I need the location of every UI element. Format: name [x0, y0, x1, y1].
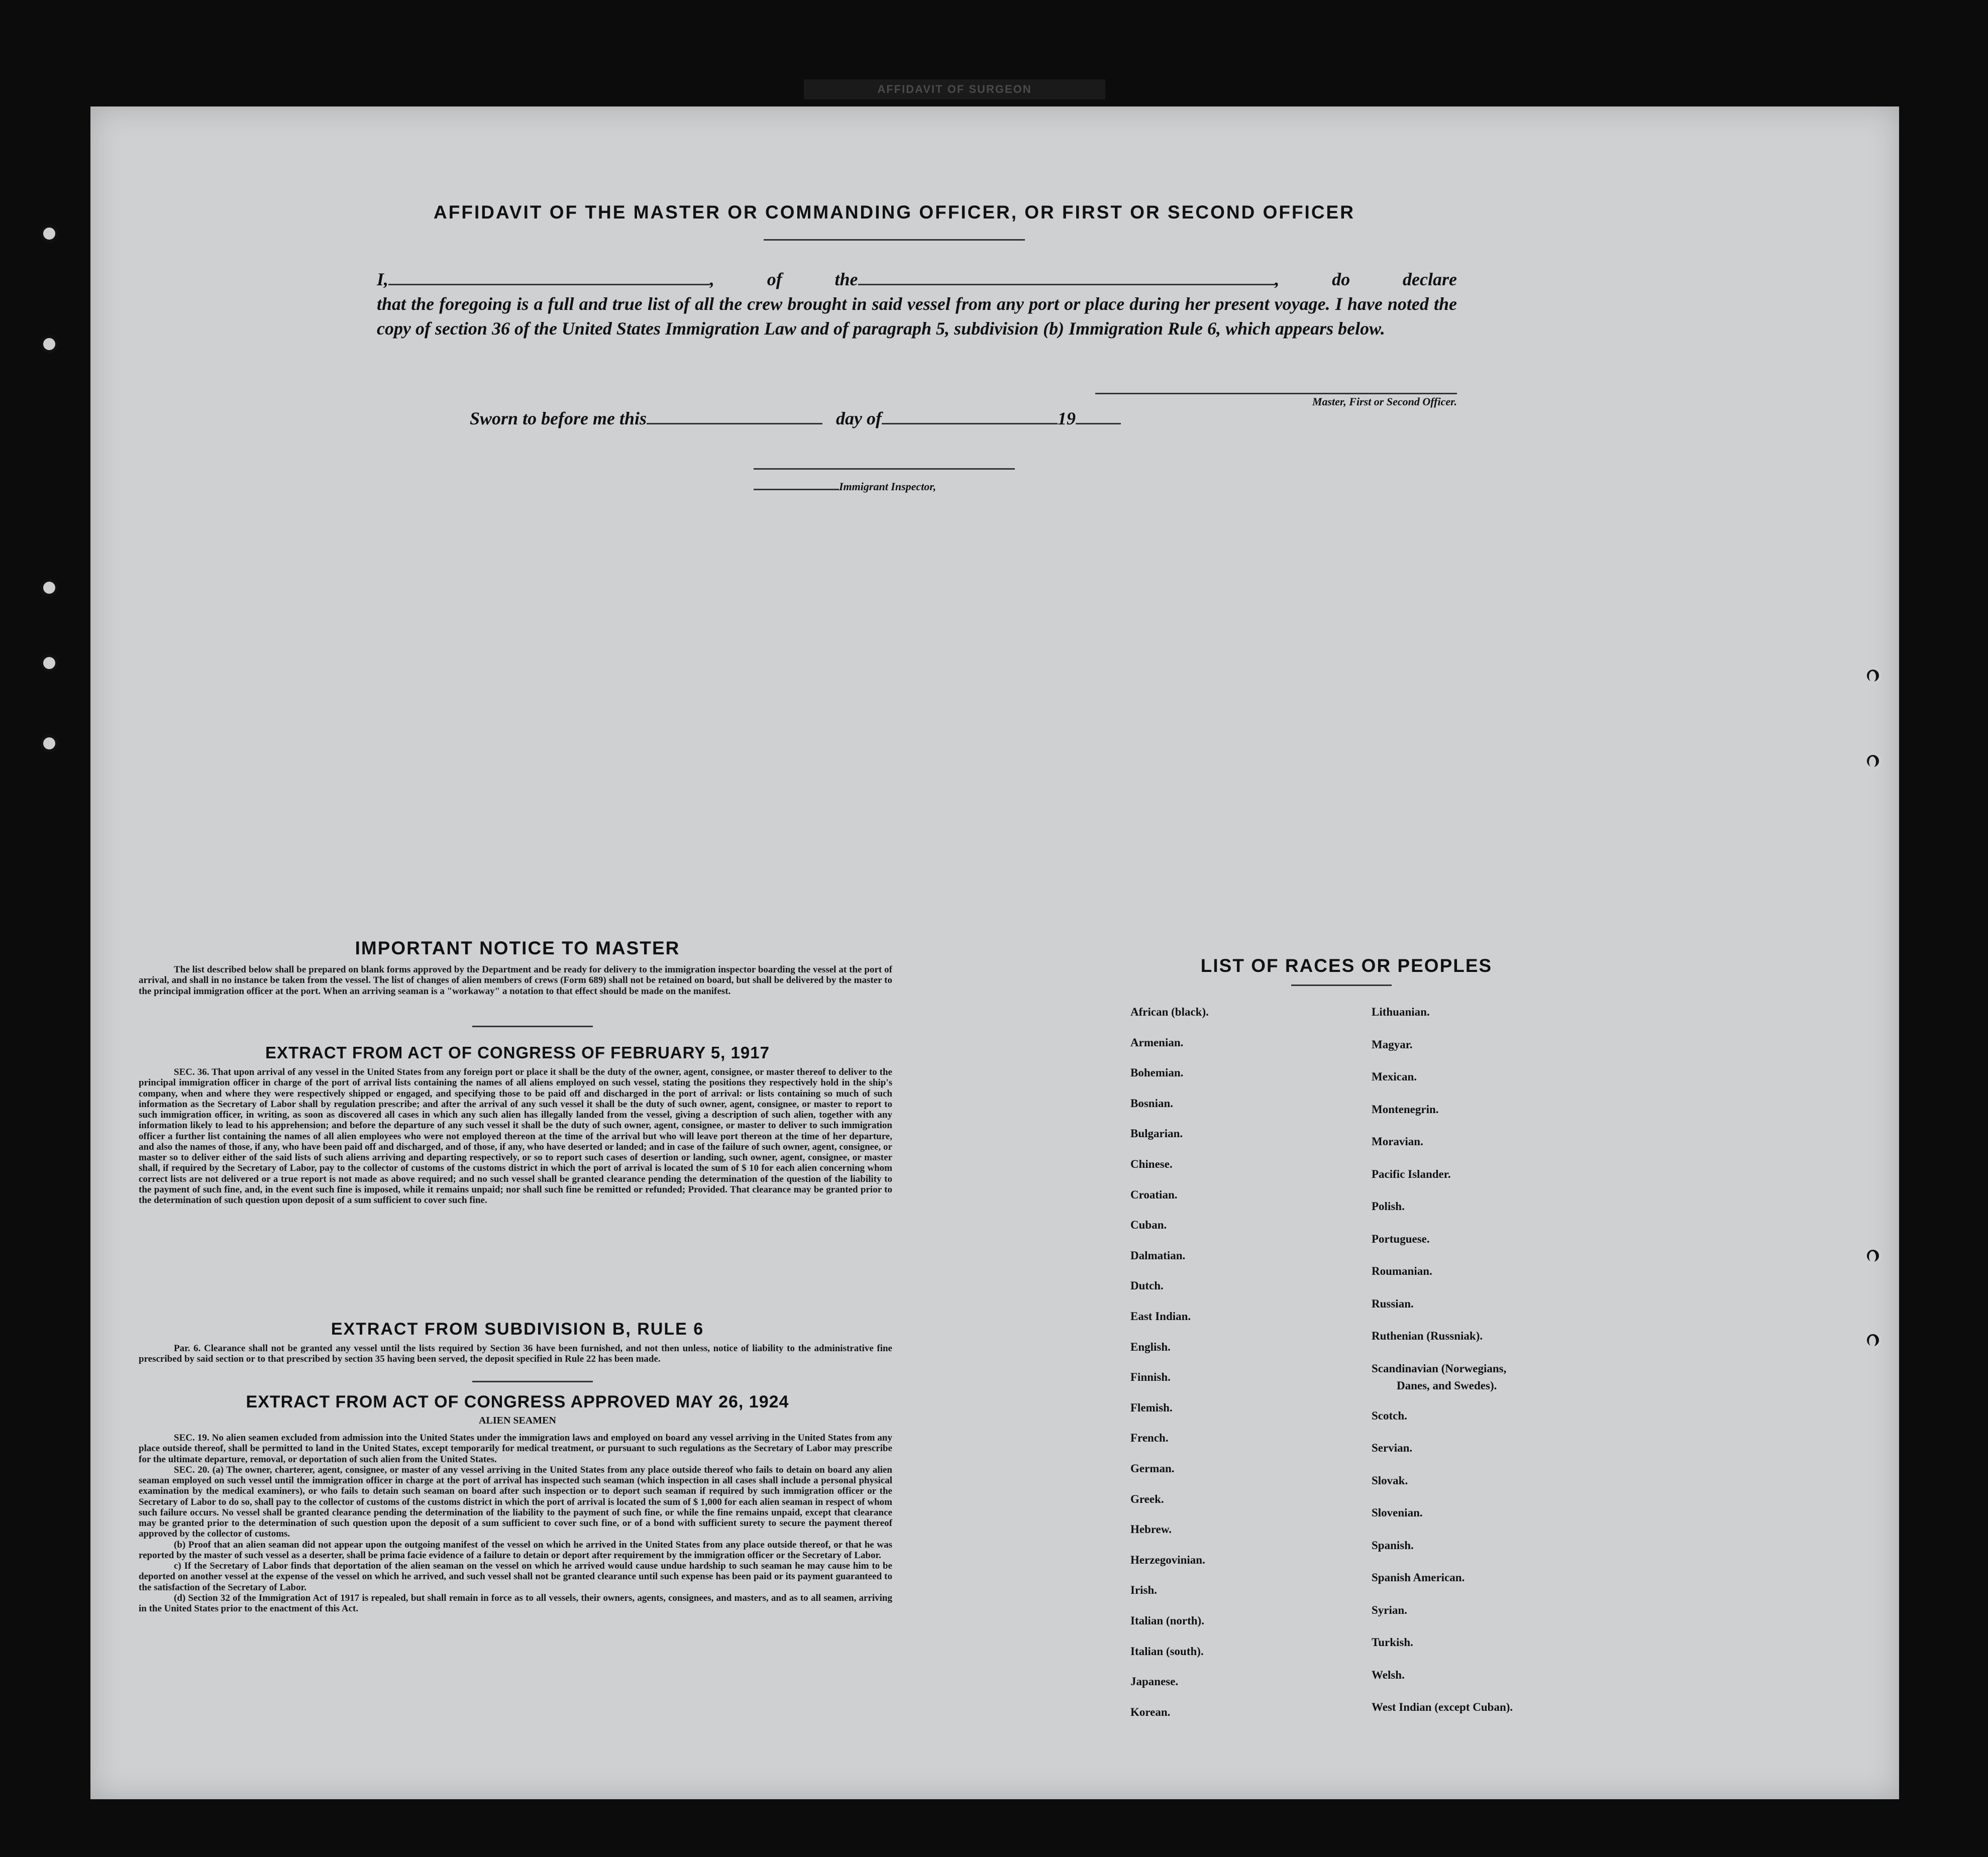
race-item: East Indian. — [1130, 1310, 1191, 1323]
race-item: Korean. — [1130, 1705, 1171, 1718]
month-blank — [882, 423, 1058, 424]
binder-hole-right — [1864, 752, 1882, 770]
binder-hole-left — [40, 654, 58, 672]
race-item: Lithuanian. — [1372, 1006, 1430, 1018]
declaration-body: that the foregoing is a full and true list of all the crew brought in said vessel from any port or place during her present voyage. I have noted the copy of section 36 of the United States Immigration Law and of paragraph 5, subdivision (b) Immigration Rule 6, which appears below. — [377, 293, 1457, 339]
race-item: African (black). — [1130, 1006, 1209, 1018]
binder-hole-right — [1864, 1331, 1882, 1349]
race-item: Polish. — [1372, 1200, 1405, 1213]
race-item: Cuban. — [1130, 1219, 1167, 1232]
sec19-paragraph: SEC. 19. No alien seamen excluded from admission into the United States under the immigration laws and employed on board any vessel arriving in the United States from any place outside thereof, shall be permitted to land in the United States, except temporarily for medical treatment, or pursuant to such regulations as the Secretary of Labor may prescribe for the ultimate departure, removal, or deportation of such alien from the United States. — [139, 1433, 892, 1465]
binder-hole-left — [40, 335, 58, 353]
inspector-blank — [754, 489, 839, 490]
inspector-label — [754, 480, 1015, 493]
race-item: Spanish. — [1372, 1539, 1414, 1552]
signature-line — [1095, 393, 1457, 394]
race-item: Dalmatian. — [1130, 1249, 1186, 1262]
inspector-line — [754, 468, 1015, 470]
race-item: Dutch. — [1130, 1279, 1164, 1292]
race-item: Bohemian. — [1130, 1066, 1184, 1079]
year-prefix: 19 — [1058, 408, 1076, 428]
inspector-label-text: Immigrant Inspector, — [839, 480, 936, 493]
race-item: German. — [1130, 1462, 1175, 1475]
top-caption: AFFIDAVIT OF SURGEON — [804, 79, 1105, 99]
notice-text — [139, 964, 892, 997]
race-item: Greek. — [1130, 1492, 1164, 1505]
extract-1924-title: EXTRACT FROM ACT OF CONGRESS APPROVED MAY 26, 1924 — [246, 1392, 789, 1411]
race-item: Magyar. — [1372, 1038, 1413, 1051]
notice-paragraph: The list described below shall be prepared on blank forms approved by the Department and be ready for delivery to the immigration inspector boarding the vessel at the port of arrival, and shall in no instance be taken from the vessel. The list of changes of alien members of crews (Form 689) shall not be retained on board, but shall be delivered by the master to the principal immigration officer at the port. When an arriving seaman is a "workaway" a notation to that effect should be made on the manifest. — [139, 964, 892, 997]
extract-1917-title: EXTRACT FROM ACT OF CONGRESS OF FEBRUARY 5, 1917 — [265, 1043, 770, 1062]
title-underline — [764, 239, 1025, 241]
race-item: West Indian (except Cuban). — [1372, 1701, 1513, 1713]
race-item: Slovenian. — [1372, 1506, 1423, 1519]
race-item: Turkish. — [1372, 1636, 1413, 1649]
sec20c-paragraph: c) If the Secretary of Labor finds that deportation of the alien seaman on the vessel on which he arrived would cause undue hardship to such seaman he may cause him to be deported on another vessel at the expense of the vessel on which he arrived, and such vessel shall not be granted clearance until such expense has been paid or its payment guaranteed to the satisfaction of the Secretary of Labor. — [139, 1561, 892, 1593]
races-underline — [1291, 985, 1392, 986]
sworn-line — [470, 408, 1121, 429]
rule6-text — [139, 1343, 892, 1365]
race-item: English. — [1130, 1340, 1171, 1353]
notice-title: IMPORTANT NOTICE TO MASTER — [355, 938, 680, 958]
race-item: Flemish. — [1130, 1401, 1173, 1414]
race-item: Herzegovinian. — [1130, 1553, 1205, 1566]
race-item: French. — [1130, 1432, 1169, 1445]
rule6-paragraph: Par. 6. Clearance shall not be granted any vessel until the lists required by Section 36 have been furnished, and not then unless, notice of liability to the administrative fine prescribed by said section or to that prescribed by section 35 having been served, the deposit specified in Rule 22 has been made. — [139, 1343, 892, 1365]
race-item: Moravian. — [1372, 1135, 1423, 1148]
race-item: Montenegrin. — [1372, 1103, 1439, 1116]
binder-hole-right — [1864, 667, 1882, 685]
race-item: Slovak. — [1372, 1474, 1408, 1487]
race-item: Spanish American. — [1372, 1571, 1465, 1584]
race-item: Scandinavian (Norwegians, — [1372, 1362, 1507, 1375]
sec20d-paragraph: (d) Section 32 of the Immigration Act of 1917 is repealed, but shall remain in force as to all vessels, their owners, agents, consignees, and masters, and as to all seamen, arriving in the United States prior to the enactment of this Act. — [139, 1592, 892, 1614]
declaration — [377, 267, 1457, 341]
race-item: Scotch. — [1372, 1409, 1407, 1422]
race-item: Croatian. — [1130, 1188, 1178, 1201]
race-item: Finnish. — [1130, 1371, 1171, 1384]
extract-1917-paragraph: SEC. 36. That upon arrival of any vessel in the United States from any foreign port or place it shall be the duty of the owner, agent, consignee, or master thereof to deliver to the principal immigration officer in charge of the port of arrival lists containing the names of all aliens employed on such vessel, stating the positions they respectively hold in the ship's company, when and where they were respectively shipped or engaged, and specifying those to be paid off and discharged in the port of arrival: or lists containing so much of such information as the Secretary of Labor shall by regulation prescribe; and after the arrival of any such vessel it shall be the duty of such owner, agent, consignee, or master to report to such immigration officer, in writing, as soon as discovered all cases in which any such alien has illegally landed from the vessel, giving a description of such alien, together with any information likely to lead to his apprehension; and before the departure of any such vessel it shall be the duty of such owner, agent, consignee, or master to deliver to such immigration officer a further list containing the names of all alien employees who were not employed thereon at the time of the arrival but who will leave port thereon at the time of her departure, and also the names of those, if any, who have been paid off and discharged, and of those, if any, who have deserted or landed; and in case of the failure of such owner, agent, consignee, or master so to deliver either of the said lists of such aliens arriving and departing respectively, or so to report such cases of desertion or landing, such owner, agent, consignee, or master shall, if required by the Secretary of Labor, pay to the collector of customs of the customs district in which the port of arrival is located the sum of $ 10 for each alien concerning whom correct lists are not delivered or a true report is not made as above required; and no such vessel shall be granted clearance pending the determination of the question of the liability to the payment of such fine, and, in the event such fine is imposed, while it remains unpaid; nor shall such fine be remitted or refunded; Provided. That clearance may be granted prior to the determination of such question upon deposit of a sum sufficient to cover such fine. — [139, 1067, 892, 1206]
race-item: Roumanian. — [1372, 1265, 1432, 1277]
divider — [472, 1381, 593, 1382]
race-item: Russian. — [1372, 1297, 1414, 1310]
race-item: Servian. — [1372, 1442, 1413, 1454]
rule6-title: EXTRACT FROM SUBDIVISION B, RULE 6 — [331, 1320, 704, 1339]
race-item: Mexican. — [1372, 1070, 1417, 1083]
race-item: Ruthenian (Russniak). — [1372, 1330, 1483, 1342]
binder-hole-right — [1864, 1247, 1882, 1265]
year-blank — [1076, 423, 1121, 424]
vessel-blank — [858, 284, 1275, 285]
declaration-of-the: , of the — [710, 269, 858, 289]
day-of-text: day of — [836, 408, 882, 428]
day-blank — [647, 423, 822, 424]
race-item: Italian (north). — [1130, 1614, 1204, 1627]
declaration-first-line — [377, 267, 1457, 292]
race-item: Chinese. — [1130, 1158, 1173, 1170]
sec20a-paragraph: SEC. 20. (a) The owner, charterer, agent, consignee, or master of any vessel arriving in the United States from any place outside thereof who fails to detain on board any alien seaman employed on such vessel until the immigration officer in charge at the port of arrival has inspected such seaman (which inspection in all cases shall include a personal physical examination by the medical examiners), or who fails to detain such seaman on board after such inspection or to deport such seaman if required by such immigration officer or the Secretary of Labor to do so, shall pay to the collector of customs of the customs district in which the port of arrival is located the sum of $ 1,000 for each alien seaman in respect of whom such failure occurs. No vessel shall be granted clearance pending the determination of the liability to the payment of such fine, or while the fine remains unpaid, except that clearance may be granted prior to the determination of such question upon the deposit of a sum sufficient to cover such fine, or of a bond with sufficient surety to secure the payment thereof approved by the collector of customs. — [139, 1464, 892, 1540]
alien-seamen-subtitle: ALIEN SEAMEN — [479, 1415, 556, 1426]
race-item: Bosnian. — [1130, 1097, 1174, 1110]
races-title: LIST OF RACES OR PEOPLES — [1200, 955, 1493, 976]
race-item: Danes, and Swedes). — [1397, 1379, 1497, 1392]
declaration-do-declare: , do declare — [1275, 269, 1457, 289]
race-item: Welsh. — [1372, 1668, 1405, 1681]
signature-label: Master, First or Second Officer. — [1312, 395, 1457, 408]
race-item: Bulgarian. — [1130, 1127, 1183, 1140]
affidavit-title: AFFIDAVIT OF THE MASTER OR COMMANDING OFFICER, OR FIRST OR SECOND OFFICER — [434, 202, 1355, 223]
race-item: Japanese. — [1130, 1675, 1179, 1688]
name-blank — [388, 284, 710, 285]
race-item: Italian (south). — [1130, 1645, 1204, 1658]
race-item: Portuguese. — [1372, 1232, 1430, 1245]
extract-1917-text — [139, 1067, 892, 1206]
race-item: Syrian. — [1372, 1603, 1407, 1616]
race-item: Pacific Islander. — [1372, 1167, 1451, 1180]
document-sheet — [90, 106, 1899, 1799]
race-item: Armenian. — [1130, 1036, 1184, 1049]
extract-1924-text — [139, 1433, 892, 1614]
race-item: Hebrew. — [1130, 1523, 1172, 1536]
binder-hole-left — [40, 579, 58, 597]
divider — [472, 1026, 593, 1027]
binder-hole-left — [40, 734, 58, 752]
declaration-i: I, — [377, 269, 389, 289]
sworn-text: Sworn to before me this — [470, 408, 647, 428]
race-item: Irish. — [1130, 1584, 1158, 1597]
sec20b-paragraph: (b) Proof that an alien seaman did not appear upon the outgoing manifest of the vessel on which he arrived in the United States from any place outside thereof, or that he was reported by the master of such vessel as a deserter, shall be prima facie evidence of a failure to detain or deport after requirement by the immigration officer or the Secretary of Labor. — [139, 1539, 892, 1561]
binder-hole-left — [40, 225, 58, 243]
